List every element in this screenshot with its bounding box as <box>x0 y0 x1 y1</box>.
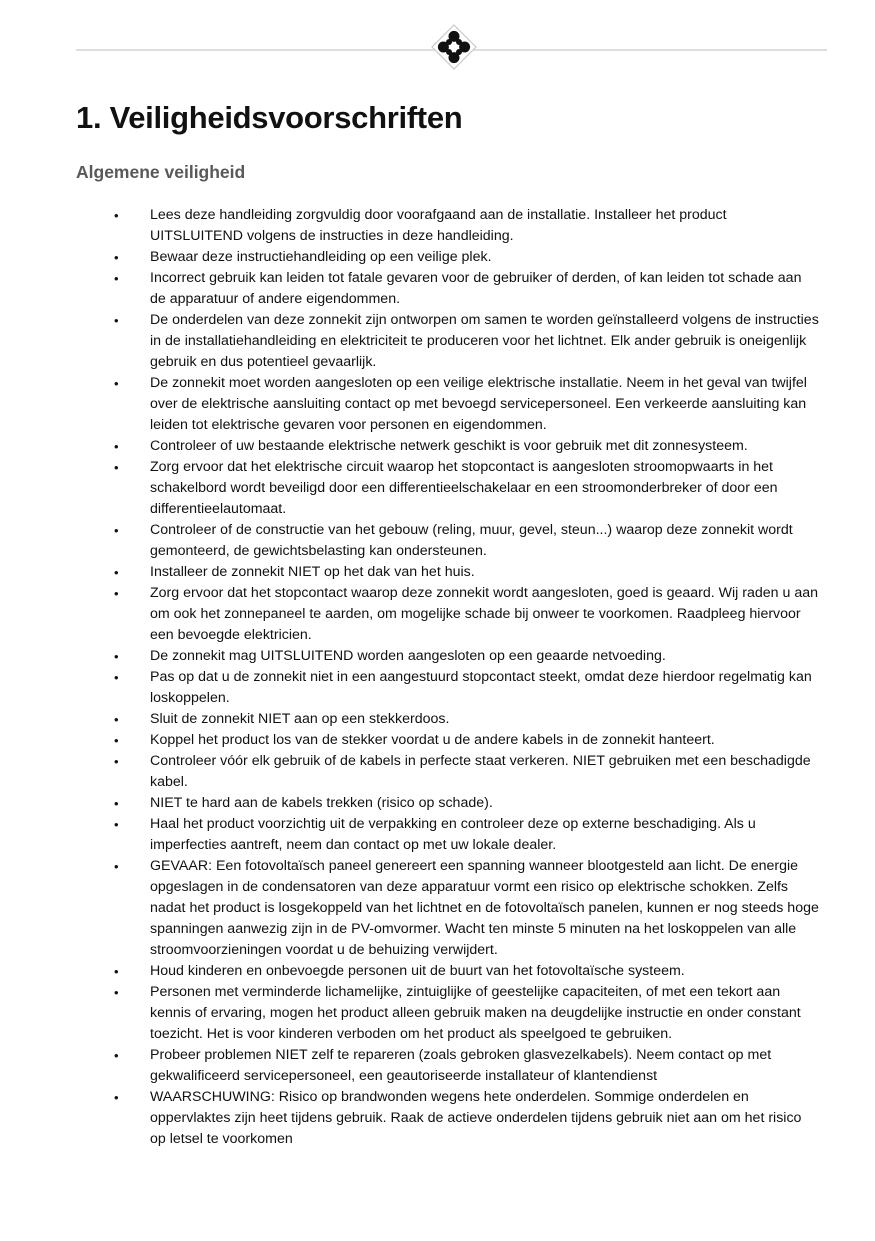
bullet-icon: • <box>114 964 119 979</box>
bullet-icon: • <box>114 271 119 286</box>
list-item-text: Zorg ervoor dat het elektrische circuit waarop het stopcontact is aangesloten stroomopwaarts in het schakelbord wordt beveiligd door een differentieelschakelaar en een stroomonderbreker of door een differentieelautomaat. <box>150 459 778 517</box>
list-item <box>76 1045 821 1087</box>
list-item-text: NIET te hard aan de kabels trekken (risico op schade). <box>150 795 493 811</box>
list-item-text: Zorg ervoor dat het stopcontact waarop deze zonnekit wordt aangesloten, goed is geaard. Wij raden u aan om ook het zonnepaneel te aarden, om mogelijke schade bij onweer te voorkomen. Raadpleeg hiervoor een bevoegde elektricien. <box>150 585 819 643</box>
list-item-text: Controleer of uw bestaande elektrische netwerk geschikt is voor gebruik met dit zonnesysteem. <box>150 438 748 454</box>
four-petal-flower-logo-icon <box>430 23 478 71</box>
page-title: 1. Veiligheidsvoorschriften <box>76 100 463 135</box>
bullet-icon: • <box>114 712 119 727</box>
bullet-icon: • <box>114 460 119 475</box>
bullet-icon: • <box>114 586 119 601</box>
list-item <box>76 373 821 436</box>
list-item-text: Houd kinderen en onbevoegde personen uit de buurt van het fotovoltaïsche systeem. <box>150 963 685 979</box>
list-item-text: De zonnekit mag UITSLUITEND worden aangesloten op een geaarde netvoeding. <box>150 648 666 664</box>
list-item <box>76 814 821 856</box>
list-item <box>76 793 821 814</box>
bullet-icon: • <box>114 376 119 391</box>
list-item <box>76 1087 821 1150</box>
list-item <box>76 457 821 520</box>
list-item <box>76 646 821 667</box>
bullet-icon: • <box>114 250 119 265</box>
list-item <box>76 667 821 709</box>
list-item-text: Sluit de zonnekit NIET aan op een stekkerdoos. <box>150 711 450 727</box>
safety-bullet-list <box>76 205 821 1150</box>
section-heading: Algemene veiligheid <box>76 162 246 182</box>
bullet-icon: • <box>114 208 119 223</box>
list-item <box>76 751 821 793</box>
bullet-icon: • <box>114 670 119 685</box>
list-item-text: Koppel het product los van de stekker voordat u de andere kabels in de zonnekit hanteert. <box>150 732 715 748</box>
list-item-text: Pas op dat u de zonnekit niet in een aangestuurd stopcontact steekt, omdat deze hierdoor regelmatig kan loskoppelen. <box>150 669 812 706</box>
list-item-text: Lees deze handleiding zorgvuldig door voorafgaand aan de installatie. Installeer het product UITSLUITEND volgens de instructies in deze handleiding. <box>150 207 727 244</box>
list-item-text: Bewaar deze instructiehandleiding op een veilige plek. <box>150 249 492 265</box>
bullet-icon: • <box>114 754 119 769</box>
bullet-icon: • <box>114 1048 119 1063</box>
list-item-text: WAARSCHUWING: Risico op brandwonden wegens hete onderdelen. Sommige onderdelen en oppervlaktes zijn heet tijdens gebruik. Raak de actieve onderdelen tijdens gebruik niet aan om het risico op letsel te voorkomen <box>150 1089 802 1147</box>
list-item <box>76 961 821 982</box>
list-item-text: Personen met verminderde lichamelijke, zintuiglijke of geestelijke capaciteiten, of met een tekort aan kennis of ervaring, mogen het product alleen gebruik maken na deugdelijke instructie en onder constant toezicht. Het is voor kinderen verboden om het product als speelgoed te gebruiken. <box>150 984 801 1042</box>
bullet-icon: • <box>114 985 119 1000</box>
list-item-text: De onderdelen van deze zonnekit zijn ontworpen om samen te worden geïnstalleerd volgens de instructies in de installatiehandleiding en elektriciteit te produceren voor het lichtnet. Elk ander gebruik is oneigenlijk gebruik en dus potentieel gevaarlijk. <box>150 312 819 370</box>
list-item <box>76 583 821 646</box>
bullet-icon: • <box>114 439 119 454</box>
bullet-icon: • <box>114 733 119 748</box>
list-item <box>76 205 821 247</box>
list-item <box>76 856 821 961</box>
list-item <box>76 436 821 457</box>
list-item <box>76 310 821 373</box>
bullet-icon: • <box>114 313 119 328</box>
bullet-icon: • <box>114 1090 119 1105</box>
list-item-text: Controleer vóór elk gebruik of de kabels in perfecte staat verkeren. NIET gebruiken met een beschadigde kabel. <box>150 753 811 790</box>
list-item-text: De zonnekit moet worden aangesloten op een veilige elektrische installatie. Neem in het geval van twijfel over de elektrische aansluiting contact op met bevoegd servicepersoneel. Een verkeerde aansluiting kan leiden tot elektrische gevaren voor personen en eigendommen. <box>150 375 807 433</box>
list-item <box>76 247 821 268</box>
list-item <box>76 709 821 730</box>
list-item-text: Controleer of de constructie van het gebouw (reling, muur, gevel, steun...) waarop deze zonnekit wordt gemonteerd, de gewichtsbelasting kan ondersteunen. <box>150 522 793 559</box>
bullet-icon: • <box>114 649 119 664</box>
list-item <box>76 268 821 310</box>
list-item <box>76 562 821 583</box>
list-item-text: Haal het product voorzichtig uit de verpakking en controleer deze op externe beschadiging. Als u imperfecties aantreft, neem dan contact op met uw lokale dealer. <box>150 816 756 853</box>
list-item <box>76 520 821 562</box>
bullet-icon: • <box>114 796 119 811</box>
list-item-text: Installeer de zonnekit NIET op het dak van het huis. <box>150 564 475 580</box>
list-item-text: Incorrect gebruik kan leiden tot fatale gevaren voor de gebruiker of derden, of kan leiden tot schade aan de apparatuur of andere eigendommen. <box>150 270 802 307</box>
list-item <box>76 730 821 751</box>
bullet-icon: • <box>114 817 119 832</box>
list-item-text: Probeer problemen NIET zelf te repareren (zoals gebroken glasvezelkabels). Neem contact op met gekwalificeerd servicepersoneel, een geautoriseerde installateur of klantendienst <box>150 1047 772 1084</box>
bullet-icon: • <box>114 565 119 580</box>
list-item <box>76 982 821 1045</box>
bullet-icon: • <box>114 859 119 874</box>
bullet-icon: • <box>114 523 119 538</box>
list-item-text: GEVAAR: Een fotovoltaïsch paneel genereert een spanning wanneer blootgesteld aan licht. De energie opgeslagen in de condensatoren van deze apparatuur vormt een risico op elektrische schokken. Zelfs nadat het product is losgekoppeld van het lichtnet en de fotovoltaïsch panelen, kunnen er nog steeds hoge spanningen aanwezig zijn in de PV-omvormer. Wacht ten minste 5 minuten na het loskoppelen van alle stroomvoorzieningen voordat u de behuizing verwijdert. <box>150 858 819 958</box>
